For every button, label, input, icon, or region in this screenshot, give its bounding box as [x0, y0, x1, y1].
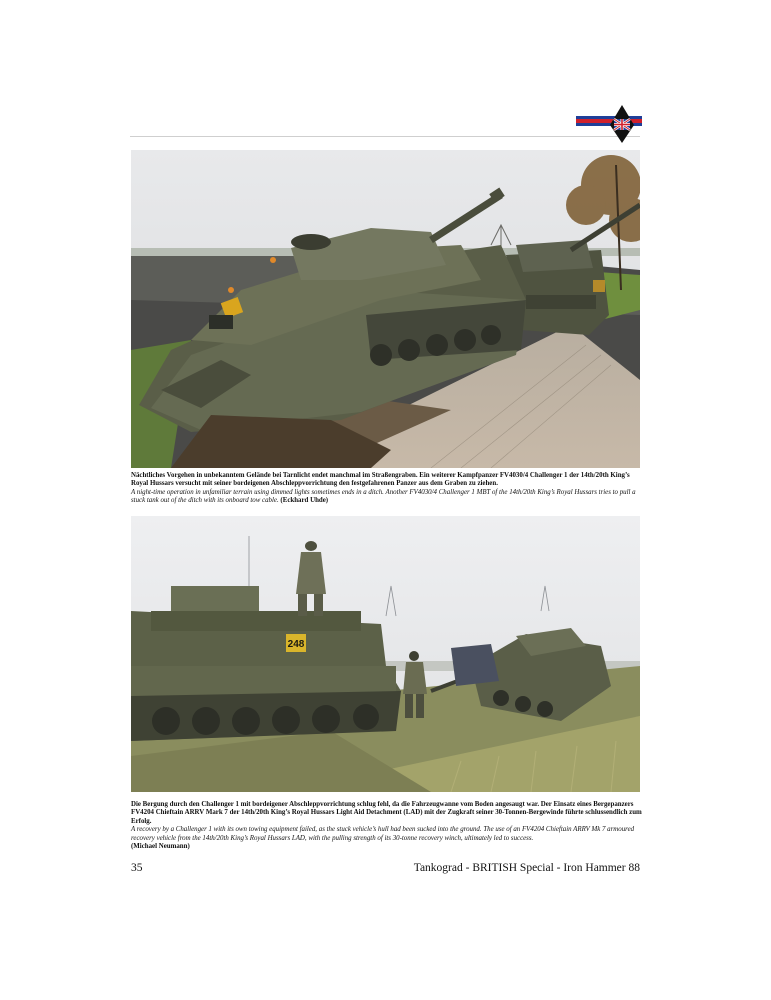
- turret-number-label: 248: [287, 639, 305, 650]
- header-rule: [130, 136, 640, 137]
- recovery-operation-photo: [131, 516, 640, 792]
- caption-german: Nächtliches Vorgehen in unbekanntem Gelände bei Tarnlicht endet manchmal im Straßengraben. Ein weiterer Kampfpanzer FV4030/4 Challenger 1 der 14th/20th King’s Royal Hussars versucht mit seiner bordeigenen Abschleppvorrichtung den festgefahrenen Panzer aus dem Graben zu ziehen.: [131, 472, 630, 488]
- caption-english: A recovery by a Challenger 1 with its own towing equipment failed, as the stuck vehicle’s hull had been sucked into the ground. The use of an FV4204 Chieftain ARRV Mk 7 armoured recovery vehicle from the 14th/20th King’s Royal Hussars LAD, with the pulling strength of its 30-tonne recovery winch, ultimately led to success.: [131, 826, 635, 842]
- photo-2-caption: [131, 801, 642, 851]
- page-number: 35: [131, 862, 143, 874]
- photo-credit: (Eckhard Uhde): [280, 497, 329, 505]
- caption-english-block: [131, 489, 642, 506]
- photo-1-caption: [131, 472, 642, 506]
- union-flag-emblem-icon: [576, 103, 642, 143]
- caption-english: A night-time operation in unfamiliar terrain using dimmed lights sometimes ends in a ditch. Another FV4030/4 Challenger 1 MBT of the 14th/20th King’s Royal Hussars tries to pull a stuck tank out of the ditch with its onboard tow cable.: [131, 488, 636, 505]
- running-title: Tankograd - BRITISH Special - Iron Hammer 88: [413, 862, 640, 874]
- photo-credit: (Michael Neumann): [131, 843, 190, 851]
- caption-german: Die Bergung durch den Challenger 1 mit bordeigener Abschleppvorrichtung schlug fehl, da die Fahrzeugwanne vom Boden angesaugt war. Der Einsatz eines Bergepanzers FV4204 Chieftain ARRV Mark 7 der 14th/20th King’s Royal Hussars Light Aid Detachment (LAD) mit der Zugkraft seiner 30-Tonnen-Bergewinde führte schlussendlich zum Erfolg.: [131, 801, 642, 825]
- tank-in-ditch-photo: [131, 150, 640, 468]
